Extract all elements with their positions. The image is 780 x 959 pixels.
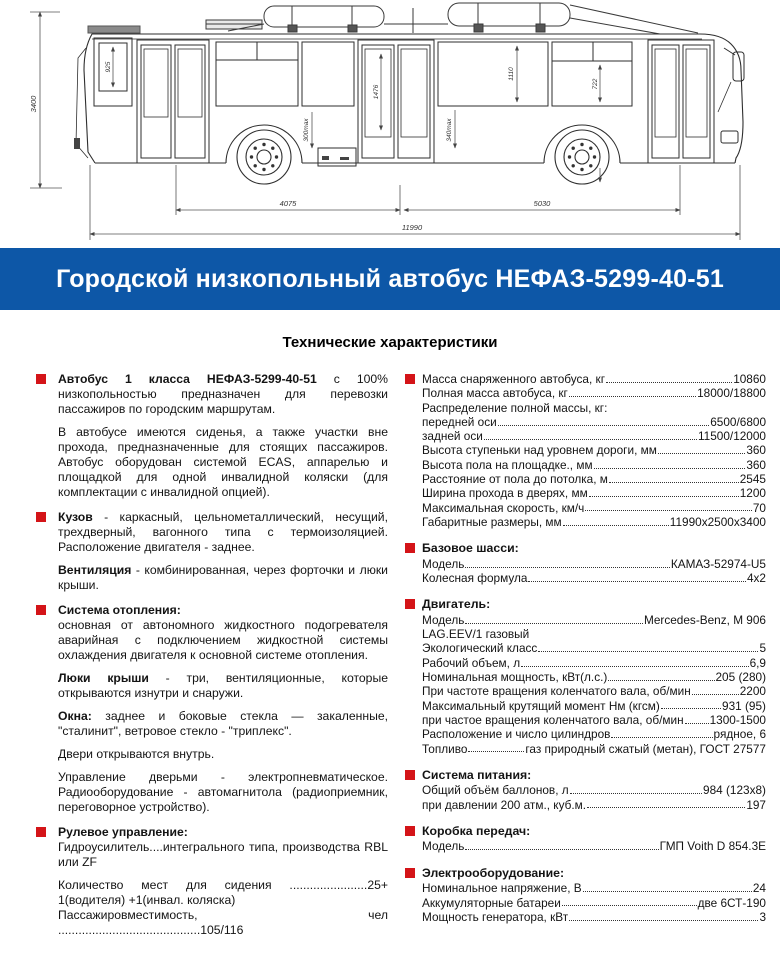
dots-leader bbox=[587, 807, 745, 808]
spec-label: Модель bbox=[422, 839, 465, 854]
dots-leader bbox=[484, 439, 697, 440]
spec-value: 5 bbox=[759, 641, 766, 656]
spec-row bbox=[422, 472, 766, 486]
spec-value: 3 bbox=[759, 909, 766, 924]
spec-term: Система отопления: bbox=[58, 603, 181, 617]
spec-plain-line: Распределение полной массы, кг: bbox=[422, 400, 608, 415]
spec-value: 24 bbox=[752, 881, 766, 896]
spec-row bbox=[422, 742, 766, 756]
dots-leader bbox=[465, 623, 643, 624]
red-bullet-icon bbox=[36, 374, 46, 384]
spec-group-heading: Система питания: bbox=[422, 767, 532, 782]
dim-label-saloon-window: 1110 bbox=[508, 67, 515, 81]
spec-row bbox=[422, 372, 766, 386]
spec-value: 4x2 bbox=[746, 571, 766, 586]
spec-row bbox=[422, 910, 766, 924]
dots-leader bbox=[609, 482, 739, 483]
spec-row bbox=[422, 458, 766, 472]
spec-list-block bbox=[405, 866, 766, 924]
spec-label: Расположение и число цилиндров bbox=[422, 727, 611, 742]
spec-list-block bbox=[405, 824, 766, 854]
spec-row bbox=[422, 713, 766, 727]
spec-row bbox=[422, 486, 766, 500]
spec-row bbox=[422, 571, 766, 585]
spec-value: 1200 bbox=[739, 486, 766, 501]
section-title: Технические характеристики bbox=[282, 334, 498, 351]
spec-group-heading: Коробка передач: bbox=[422, 823, 531, 838]
red-bullet-icon bbox=[405, 868, 415, 878]
spec-label: Колесная формула bbox=[422, 571, 528, 586]
dots-leader bbox=[465, 849, 658, 850]
spec-label: Модель bbox=[422, 556, 465, 571]
spec-row bbox=[422, 515, 766, 529]
spec-label: Номинальное напряжение, В bbox=[422, 881, 582, 896]
spec-text-block bbox=[36, 603, 388, 815]
dots-leader bbox=[569, 920, 758, 921]
dots-leader bbox=[661, 708, 721, 709]
spec-paragraph: Пассажировместимость, чел ..........................................105/116 bbox=[58, 908, 388, 937]
spec-row bbox=[422, 641, 766, 655]
red-bullet-icon bbox=[405, 374, 415, 384]
title-banner bbox=[0, 248, 780, 310]
spec-value: две 6СТ-190 bbox=[697, 895, 766, 910]
spec-list-block bbox=[405, 541, 766, 585]
bus-body-outline bbox=[74, 34, 743, 163]
spec-text-block bbox=[36, 372, 388, 500]
dimension-labels bbox=[29, 61, 599, 232]
spec-value: 10860 bbox=[733, 372, 766, 386]
dim-label-rear-window: 925 bbox=[105, 61, 112, 73]
dots-leader bbox=[528, 581, 746, 582]
spec-value: газ природный сжатый (метан), ГОСТ 27577 bbox=[525, 741, 766, 756]
spec-row bbox=[422, 699, 766, 713]
dots-leader bbox=[569, 396, 696, 397]
dots-leader bbox=[692, 694, 739, 695]
spec-label: Модель bbox=[422, 612, 465, 627]
dots-leader bbox=[685, 723, 709, 724]
spec-label: Рабочий объем, л bbox=[422, 655, 521, 670]
spec-row bbox=[422, 613, 766, 627]
spec-term: Автобус 1 класса НЕФАЗ-5299-40-51 bbox=[58, 372, 317, 386]
spec-term: Рулевое управление: bbox=[58, 825, 188, 839]
red-bullet-icon bbox=[405, 826, 415, 836]
dots-leader bbox=[570, 793, 702, 794]
spec-value: КАМАЗ-52974-U5 bbox=[670, 556, 766, 571]
bus-technical-drawing bbox=[0, 0, 780, 248]
dots-leader bbox=[562, 905, 697, 906]
spec-row bbox=[422, 443, 766, 457]
spec-label: при частое вращения коленчатого вала, об/мин bbox=[422, 712, 684, 727]
spec-list-block bbox=[405, 768, 766, 812]
spec-label: Аккумуляторные батареи bbox=[422, 895, 561, 910]
spec-row bbox=[422, 670, 766, 684]
spec-value: 11990x2500x3400 bbox=[669, 514, 766, 529]
spec-label: Полная масса автобуса, кг bbox=[422, 386, 568, 401]
spec-list-block bbox=[405, 372, 766, 529]
dim-label-length-overall: 11990 bbox=[401, 223, 423, 232]
dots-leader bbox=[594, 468, 746, 469]
spec-value: 18000/18800 bbox=[697, 386, 766, 401]
spec-value: 6500/6800 bbox=[710, 414, 766, 429]
spec-value: 11500/12000 bbox=[697, 429, 766, 444]
spec-label: при давлении 200 атм., куб.м. bbox=[422, 797, 587, 812]
left-column bbox=[36, 372, 388, 948]
spec-paragraph: Люки крыши - три, вентиляционные, которые открываются изнутри и снаружи. bbox=[58, 671, 388, 700]
bus-windows-doors bbox=[94, 38, 744, 166]
spec-row bbox=[422, 798, 766, 812]
spec-value: 197 bbox=[746, 797, 766, 812]
spec-label: Общий объём баллонов, л bbox=[422, 783, 569, 798]
spec-paragraph: Количество мест для сидения .......................25+ 1(водителя) +1(инвал. коляска) bbox=[58, 878, 388, 907]
dots-leader bbox=[521, 666, 748, 667]
red-bullet-icon bbox=[405, 599, 415, 609]
dots-leader bbox=[468, 751, 524, 752]
spec-term: Кузов bbox=[58, 510, 93, 524]
spec-value: 931 (95) bbox=[722, 698, 766, 713]
spec-group-heading: Электрооборудование: bbox=[422, 865, 565, 880]
spec-value: 6,9 bbox=[749, 655, 766, 670]
spec-value: 70 bbox=[752, 500, 766, 515]
spec-paragraph: Кузов - каркасный, цельнометаллический, несущий, трехдверный, вагонного типа с термоизоляцией. Расположение двигателя - заднее. bbox=[58, 510, 388, 554]
spec-text-block bbox=[36, 825, 388, 938]
spec-paragraph: Управление дверьми - электропневматическое. Радиооборудование - автомагнитола (радиоприемник, переговорное устройство). bbox=[58, 770, 388, 814]
dots-leader bbox=[589, 496, 739, 497]
dots-leader bbox=[583, 891, 752, 892]
dim-label-door-glass: 1476 bbox=[373, 84, 380, 100]
spec-text-block bbox=[36, 510, 388, 593]
spec-term: Люки крыши bbox=[58, 671, 149, 685]
dots-leader bbox=[498, 425, 710, 426]
spec-label: Расстояние от пола до потолка, м bbox=[422, 472, 608, 487]
red-bullet-icon bbox=[405, 770, 415, 780]
spec-paragraph: Рулевое управление: Гидроусилитель....интегрального типа, производства RBL или ZF bbox=[58, 825, 388, 869]
dim-label-floor-rear: 300max bbox=[303, 118, 310, 142]
spec-value: ГМП Voith D 854.3E bbox=[659, 839, 766, 854]
spec-value: 1300-1500 bbox=[709, 712, 766, 727]
red-bullet-icon bbox=[36, 605, 46, 615]
spec-row bbox=[422, 386, 766, 400]
spec-row bbox=[422, 839, 766, 853]
spec-row bbox=[422, 501, 766, 515]
right-column bbox=[405, 372, 766, 948]
spec-value: 2545 bbox=[739, 472, 766, 487]
spec-value: рядное, 6 bbox=[713, 727, 766, 742]
spec-label: Габаритные размеры, мм bbox=[422, 514, 562, 529]
spec-paragraph: Двери открываются внутрь. bbox=[58, 747, 215, 761]
spec-row bbox=[422, 727, 766, 741]
dim-label-base-front: 5030 bbox=[533, 199, 551, 208]
spec-label: передней оси bbox=[422, 414, 497, 429]
spec-row bbox=[422, 881, 766, 895]
spec-label: Масса снаряженного автобуса, кг bbox=[422, 372, 606, 386]
spec-term: Вентиляция bbox=[58, 563, 132, 577]
spec-row bbox=[422, 684, 766, 698]
dim-label-height-overall: 3400 bbox=[29, 95, 38, 113]
dots-leader bbox=[611, 737, 712, 738]
spec-value: 2200 bbox=[739, 684, 766, 699]
spec-group-heading: Двигатель: bbox=[422, 597, 491, 612]
spec-row bbox=[422, 783, 766, 797]
spec-row bbox=[422, 656, 766, 670]
roof-equipment bbox=[88, 3, 698, 34]
spec-paragraph: Вентиляция - комбинированная, через форточки и люки крыши. bbox=[58, 563, 388, 592]
spec-row bbox=[422, 415, 766, 429]
spec-label: Экологический класс bbox=[422, 641, 538, 656]
spec-columns bbox=[0, 372, 780, 948]
red-bullet-icon bbox=[36, 827, 46, 837]
spec-label: Максимальный крутящий момент Нм (кгсм) bbox=[422, 698, 660, 713]
spec-label: Топливо bbox=[422, 741, 468, 756]
spec-row bbox=[422, 896, 766, 910]
spec-paragraph: Автобус 1 класса НЕФАЗ-5299-40-51 с 100% низкопольностью предназначен для перевозки пассажиров по городским маршрутам. bbox=[58, 372, 388, 416]
spec-group-heading: Базовое шасси: bbox=[422, 541, 519, 556]
dots-leader bbox=[608, 680, 714, 681]
spec-paragraph: Система отопления: основная от автономного жидкостного подогревателя аварийная с подключением жидкостной системы охлаждения двигателя к основной системе отопления. bbox=[58, 603, 388, 662]
spec-label: задней оси bbox=[422, 429, 483, 444]
spec-label: Номинальная мощность, кВт(л.с.) bbox=[422, 670, 608, 685]
spec-term: Окна: bbox=[58, 709, 92, 723]
spec-label: Высота пола на площадке., мм bbox=[422, 457, 593, 472]
spec-row bbox=[422, 557, 766, 571]
dots-leader bbox=[585, 510, 752, 511]
spec-paragraph: В автобусе имеются сиденья, а также участки вне прохода, предназначенные для стоящих пассажиров. Автобус оборудован системой ECAS, аппарелью и площадкой для одной инвалидной коляски (для комплектации с инвалидной опцией). bbox=[58, 425, 388, 499]
dots-leader bbox=[563, 525, 669, 526]
red-bullet-icon bbox=[36, 512, 46, 522]
dim-label-floor-front: 340max bbox=[446, 118, 453, 142]
bus-side-view-svg bbox=[0, 0, 780, 248]
spec-row bbox=[422, 429, 766, 443]
dots-leader bbox=[465, 567, 669, 568]
red-bullet-icon bbox=[405, 543, 415, 553]
spec-paragraph: Окна: заднее и боковые стекла — закаленные, "сталинит", ветровое стекло - "триплекс". bbox=[58, 709, 388, 738]
spec-value: 360 bbox=[746, 457, 766, 472]
dots-leader bbox=[658, 453, 745, 454]
spec-value: Mercedes-Benz, M 906 bbox=[644, 612, 766, 627]
spec-value: 984 (123x8) bbox=[703, 783, 766, 798]
spec-label: Мощность генератора, кВт bbox=[422, 909, 569, 924]
spec-label: При частоте вращения коленчатого вала, об/мин bbox=[422, 684, 691, 699]
spec-label: Максимальная скорость, км/ч bbox=[422, 500, 585, 515]
spec-label: Высота ступеньки над уровнем дороги, мм bbox=[422, 443, 657, 458]
spec-plain-line: LAG.EEV/1 газовый bbox=[422, 627, 530, 642]
dim-label-vent-window: 722 bbox=[592, 78, 599, 90]
spec-value: 360 bbox=[746, 443, 766, 458]
dim-label-base-rear: 4075 bbox=[279, 199, 297, 208]
spec-list-block bbox=[405, 597, 766, 755]
spec-label: Ширина прохода в дверях, мм bbox=[422, 486, 588, 501]
spec-value: 205 (280) bbox=[715, 670, 766, 685]
page-title: Городской низкопольный автобус НЕФАЗ-5299-40-51 bbox=[56, 264, 724, 293]
bus-wheels bbox=[226, 125, 620, 184]
dots-leader bbox=[538, 651, 758, 652]
dots-leader bbox=[606, 382, 732, 383]
